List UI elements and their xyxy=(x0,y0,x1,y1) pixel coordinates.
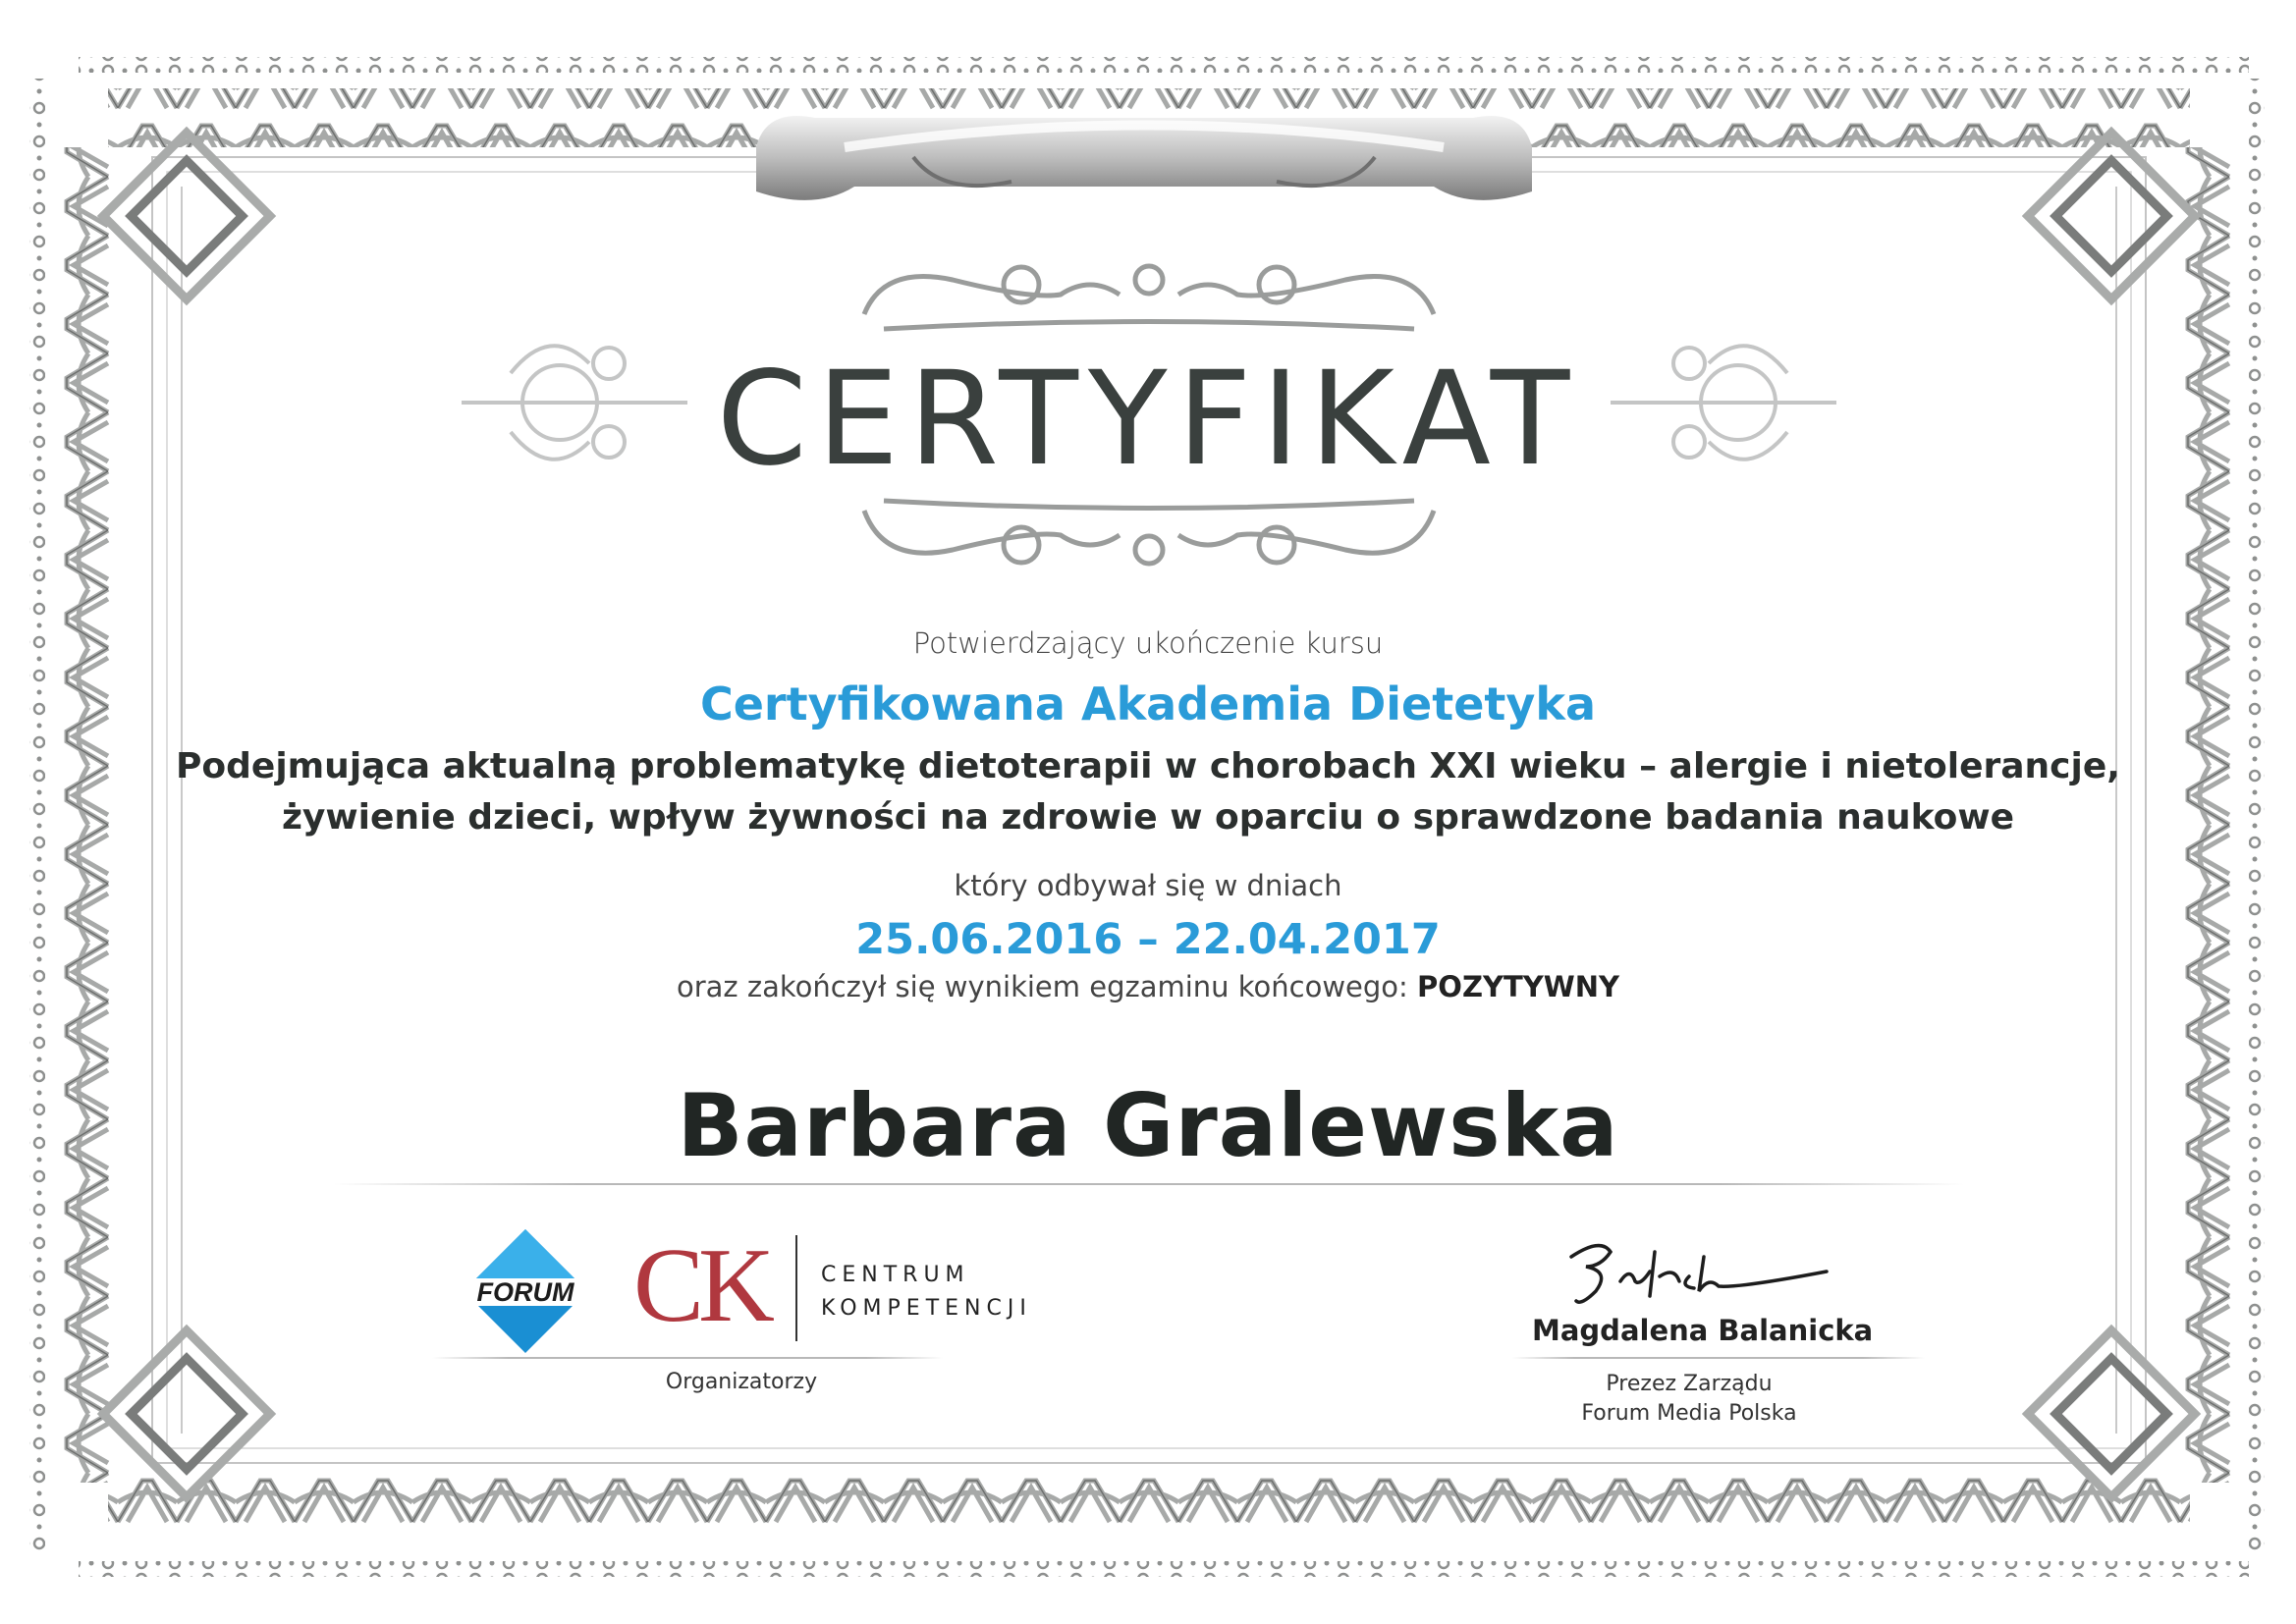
course-dates: 25.06.2016 – 22.04.2017 xyxy=(855,915,1441,964)
certificate-title: CERTYFIKAT xyxy=(716,344,1580,495)
signature-line xyxy=(1512,1357,1925,1359)
course-description-line2: żywienie dzieci, wpływ żywności na zdrowie w oparciu o sprawdzone badania naukowe xyxy=(281,797,2015,838)
exam-result-line xyxy=(0,970,2296,1003)
signer-role-line2: Forum Media Polska xyxy=(1581,1401,1797,1426)
ck-logo: CK xyxy=(633,1227,770,1344)
course-name: Certyfikowana Akademia Dietetyka xyxy=(699,677,1597,731)
ck-name xyxy=(821,1259,1032,1326)
divider-line xyxy=(334,1183,1964,1185)
signer-name: Magdalena Balanicka xyxy=(1532,1314,1874,1347)
confirmation-text: Potwierdzający ukończenie kursu xyxy=(912,626,1384,660)
held-text: który odbywał się w dniach xyxy=(954,869,1342,902)
forum-logo xyxy=(462,1227,589,1355)
organizers-label: Organizatorzy xyxy=(665,1370,818,1394)
ck-name-line1: CENTRUM xyxy=(821,1263,970,1287)
organizers-line xyxy=(432,1357,943,1359)
forum-logo-text: FORUM xyxy=(476,1277,574,1307)
exam-result: POZYTYWNY xyxy=(1417,970,1620,1003)
recipient-name: Barbara Gralewska xyxy=(677,1075,1619,1176)
ck-separator xyxy=(795,1235,797,1341)
course-description-line1: Podejmująca aktualną problematykę dietoterapii w chorobach XXI wieku – alergie i nietolerancje, xyxy=(176,746,2120,786)
ck-name-line2: KOMPETENCJI xyxy=(821,1296,1032,1321)
signer-role xyxy=(1532,1370,1846,1429)
handwritten-signature xyxy=(1532,1227,1846,1316)
signer-role-line1: Prezez Zarządu xyxy=(1606,1372,1773,1396)
exam-text: oraz zakończył się wynikiem egzaminu końcowego: xyxy=(676,970,1408,1003)
